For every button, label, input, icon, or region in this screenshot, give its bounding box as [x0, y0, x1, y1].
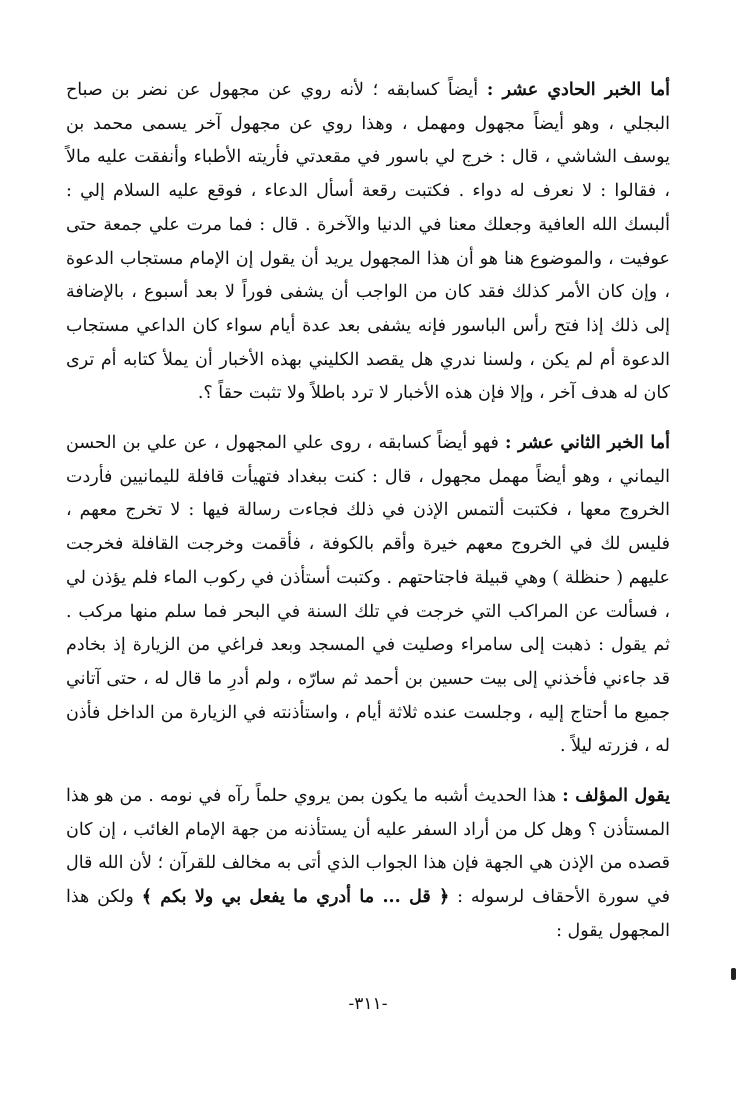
paragraph-eleventh-report	[66, 74, 670, 411]
paragraph-body: أيضاً كسابقه ؛ لأنه روي عن مجهول عن نضر بن صباح البجلي ، وهو أيضاً مجهول ومهمل ، وهذا روي عن مجهول آخر يسمى محمد بن يوسف الشاشي ، قال : خرج لي باسور في مقعدتي فأريته الأطباء وأنفقت عليه مالاً ، فقالوا : لا نعرف له دواء . فكتبت رقعة أسأل الدعاء ، فوقع عليه السلام إلي : ألبسك الله العافية وجعلك معنا في الدنيا والآخرة . قال : فما مرت علي جمعة حتى عوفيت ، والموضوع هنا هو أن هذا المجهول يريد أن يقول إن الإمام مستجاب الدعوة ، وإن كان الأمر كذلك فقد كان من الواجب أن يشفى فوراً لا بعد أسبوع ، بالإضافة إلى ذلك إذا فتح رأس الباسور فإنه يشفى بعد عدة أيام سواء كان الداعي مستجاب الدعوة أم لم يكن ، ولسنا ندري هل يقصد الكليني بهذه الأخبار أن يملأ كتابه أم ترى كان له هدف آخر ، وإلا فإن هذه الأخبار لا ترد باطلاً ولا تثبت حقاً ؟.	[66, 80, 670, 404]
paragraph-heading: أما الخبر الثاني عشر :	[504, 433, 670, 454]
body-text	[66, 74, 670, 949]
paragraph-body: هذا الحديث أشبه ما يكون بمن يروي حلماً رآه في نومه . من هو هذا المستأذن ؟ وهل كل من أراد السفر عليه أن يستأذنه من جهة الإمام الغائب ، إن كان قصده من الإذن هي الجهة فإن هذا الجواب الذي أتى به مخالف للقرآن ؛ لأن الله قال في سورة الأحقاف لرسوله :	[66, 786, 670, 908]
paragraph-twelfth-report	[66, 427, 670, 764]
scan-edge-mark	[731, 968, 736, 980]
page-number: -٣١١-	[348, 994, 388, 1014]
paragraph-heading: أما الخبر الحادي عشر :	[486, 80, 670, 100]
paragraph-tail: ولكن هذا المجهول يقول :	[66, 887, 670, 941]
paragraph-heading: يقول المؤلف :	[562, 786, 670, 807]
paragraph-body: فهو أيضاً كسابقه ، روى علي المجهول ، عن علي بن الحسن اليماني ، وهو أيضاً مهمل مجهول ، قال : كنت ببغداد فتهيأت قافلة لليمانيين فأردت الخروج معها ، فكتبت ألتمس الإذن في ذلك فجاءت رسالة فيها : لا تخرج معهم ، فليس لك في الخروج معهم خيرة وأقم بالكوفة ، فأقمت وخرجت القافلة فخرجت عليهم ( حنظلة ) وهي قبيلة فاجتاحتهم . وكتبت أستأذن في ركوب الماء فلم يؤذن لي ، فسألت عن المراكب التي خرجت في تلك السنة في البحر فما سلم منها مركب . ثم يقول : ذهبت إلى سامراء وصليت في المسجد وبعد فراغي من الزيارة إذ بخادم قد جاءني فأخذني إلى بيت حسين بن أحمد ثم سارّه ، ولم أدرِ ما قال له ، حتى آتاني جميع ما أحتاج إليه ، وجلست عنده ثلاثة أيام ، واستأذنته في الزيارة من الداخل فأذن له ، فزرته ليلاً .	[66, 433, 670, 757]
paragraph-author-comment	[66, 780, 670, 949]
quran-quote: ﴿ قل ... ما أدري ما يفعل بي ولا بكم ﴾	[141, 887, 450, 908]
